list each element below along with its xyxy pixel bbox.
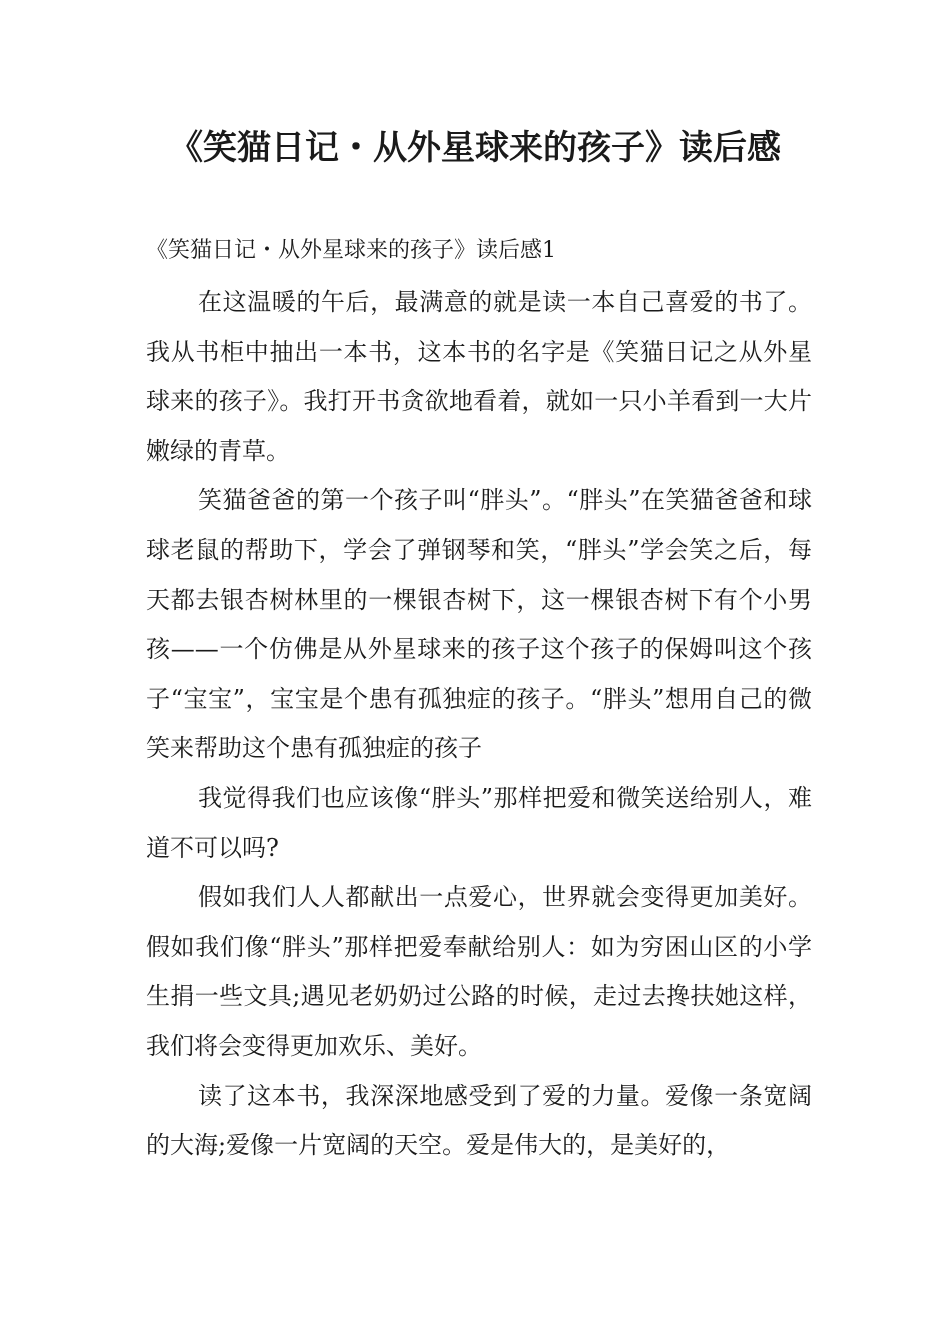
- paragraph-3: 我觉得我们也应该像“胖头”那样把爱和微笑送给别人，难道不可以吗?: [146, 783, 812, 862]
- section-heading: 《笑猫日记・从外星球来的孩子》读后感1: [146, 238, 556, 263]
- document-title: 《笑猫日记・从外星球来的孩子》读后感: [169, 128, 781, 168]
- document-body: [146, 228, 812, 1171]
- paragraph-2: 笑猫爸爸的第一个孩子叫“胖头”。“胖头”在笑猫爸爸和球球老鼠的帮助下，学会了弹钢琴和笑，“胖头”学会笑之后，每天都去银杏树林里的一棵银杏树下，这一棵银杏树下有个小男孩——一个仿佛是从外星球来的孩子这个孩子的保姆叫这个孩子“宝宝”，宝宝是个患有孤独症的孩子。“胖头”想用自己的微笑来帮助这个患有孤独症的孩子: [146, 486, 812, 763]
- paragraph-5: 读了这本书，我深深地感受到了爱的力量。爱像一条宽阔的大海;爱像一片宽阔的天空。爱是伟大的，是美好的，: [146, 1081, 812, 1160]
- paragraph-1: 在这温暖的午后，最满意的就是读一本自己喜爱的书了。我从书柜中抽出一本书，这本书的名字是《笑猫日记之从外星球来的孩子》。我打开书贪欲地看着，就如一只小羊看到一大片嫩绿的青草。: [146, 288, 812, 465]
- paragraph-4: 假如我们人人都献出一点爱心，世界就会变得更加美好。假如我们像“胖头”那样把爱奉献给别人：如为穷困山区的小学生捐一些文具;遇见老奶奶过公路的时候，走过去搀扶她这样，我们将会变得更加欢乐、美好。: [146, 883, 812, 1060]
